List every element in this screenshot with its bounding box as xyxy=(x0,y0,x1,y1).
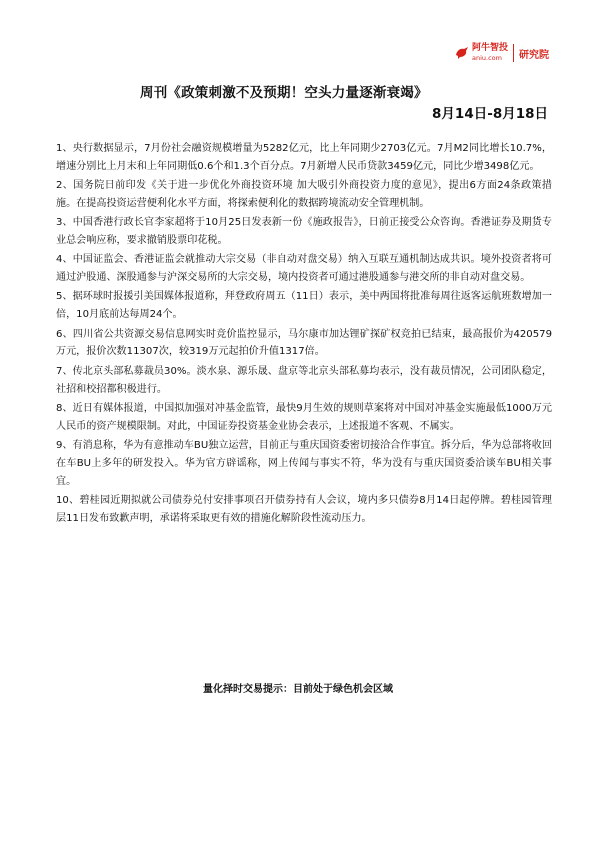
brand-url: aniu.com xyxy=(472,54,502,63)
page-title: 周刊《政策刺激不及预期！空头力量逐渐衰竭》 xyxy=(140,85,428,101)
news-list xyxy=(56,140,552,529)
logo-divider xyxy=(513,44,514,62)
date-range: 8月14日-8月18日 xyxy=(432,106,548,122)
list-item: 9、有消息称，华为有意推动车BU独立运营，目前正与重庆国资委密切接洽合作事宜。拆分后，华为总部将收回在车BU上多年的研发投入。华为官方辟谣称，网上传闻与事实不符，华为没有与重庆国资委洽谈车BU相关事宜。 xyxy=(56,439,552,487)
list-item: 4、中国证监会、香港证监会就推动大宗交易（非自动对盘交易）纳入互联互通机制达成共识。境外投资者将可通过沪股通、深股通参与沪深交易所的大宗交易，境内投资者可通过港股通参与港交所的非自动对盘交易。 xyxy=(56,254,552,284)
list-item: 5、据环球时报援引美国媒体报道称，拜登政府周五（11日）表示，美中两国将批准每周往返客运航班数增加一倍，10月底前达每周24个。 xyxy=(56,291,552,321)
list-item: 7、传北京头部私募裁员30%。淡水泉、源乐晟、盘京等北京头部私募均表示，没有裁员情况，公司团队稳定，社招和校招都积极进行。 xyxy=(56,365,552,395)
list-item: 1、央行数据显示，7月份社会融资规模增量为5282亿元，比上年同期少2703亿元。7月M2同比增长10.7%，增速分别比上月末和上年同期低0.6个和1.3个百分点。7月新增人民币贷款3459亿元，同比少增3498亿元。 xyxy=(56,143,552,172)
list-item: 3、中国香港行政长官李家超将于10月25日发表新一份《施政报告》，日前正接受公众咨询。香港证券及期货专业总会响应称，要求撤销股票印花税。 xyxy=(56,217,552,247)
brand-text xyxy=(472,44,508,62)
brand-sub: 研究院 xyxy=(519,49,550,61)
timing-hint: 量化择时交易提示：目前处于绿色机会区域 xyxy=(203,684,393,695)
list-item: 10、碧桂园近期拟就公司债券兑付安排事项召开债券持有人会议，境内多只债券8月14日起停牌。碧桂园管理层11日发布致歉声明，承诺将采取更有效的措施化解阶段性流动压力。 xyxy=(56,494,552,524)
brand-name: 阿牛智投 xyxy=(472,43,509,54)
list-item: 6、四川省公共资源交易信息网实时竞价监控显示，马尔康市加达锂矿探矿权竞拍已结束，最高报价为420579万元，报价次数11307次，较319万元起拍价升值1317倍。 xyxy=(56,328,552,358)
brand-logo xyxy=(455,40,549,66)
bull-logo-icon xyxy=(455,46,469,60)
list-item: 8、近日有媒体报道，中国拟加强对冲基金监管，最快9月生效的规则草案将对中国对冲基金实施最低1000万元人民币的资产规模限制。对此，中国证券投资基金业协会表示，上述报道不客观、不属实。 xyxy=(56,402,552,432)
list-item: 2、国务院日前印发《关于进一步优化外商投资环境 加大吸引外商投资力度的意见》，提出6方面24条政策措施。在提高投资运营便利化水平方面，将探索便利化的数据跨境流动安全管理机制。 xyxy=(56,180,552,210)
